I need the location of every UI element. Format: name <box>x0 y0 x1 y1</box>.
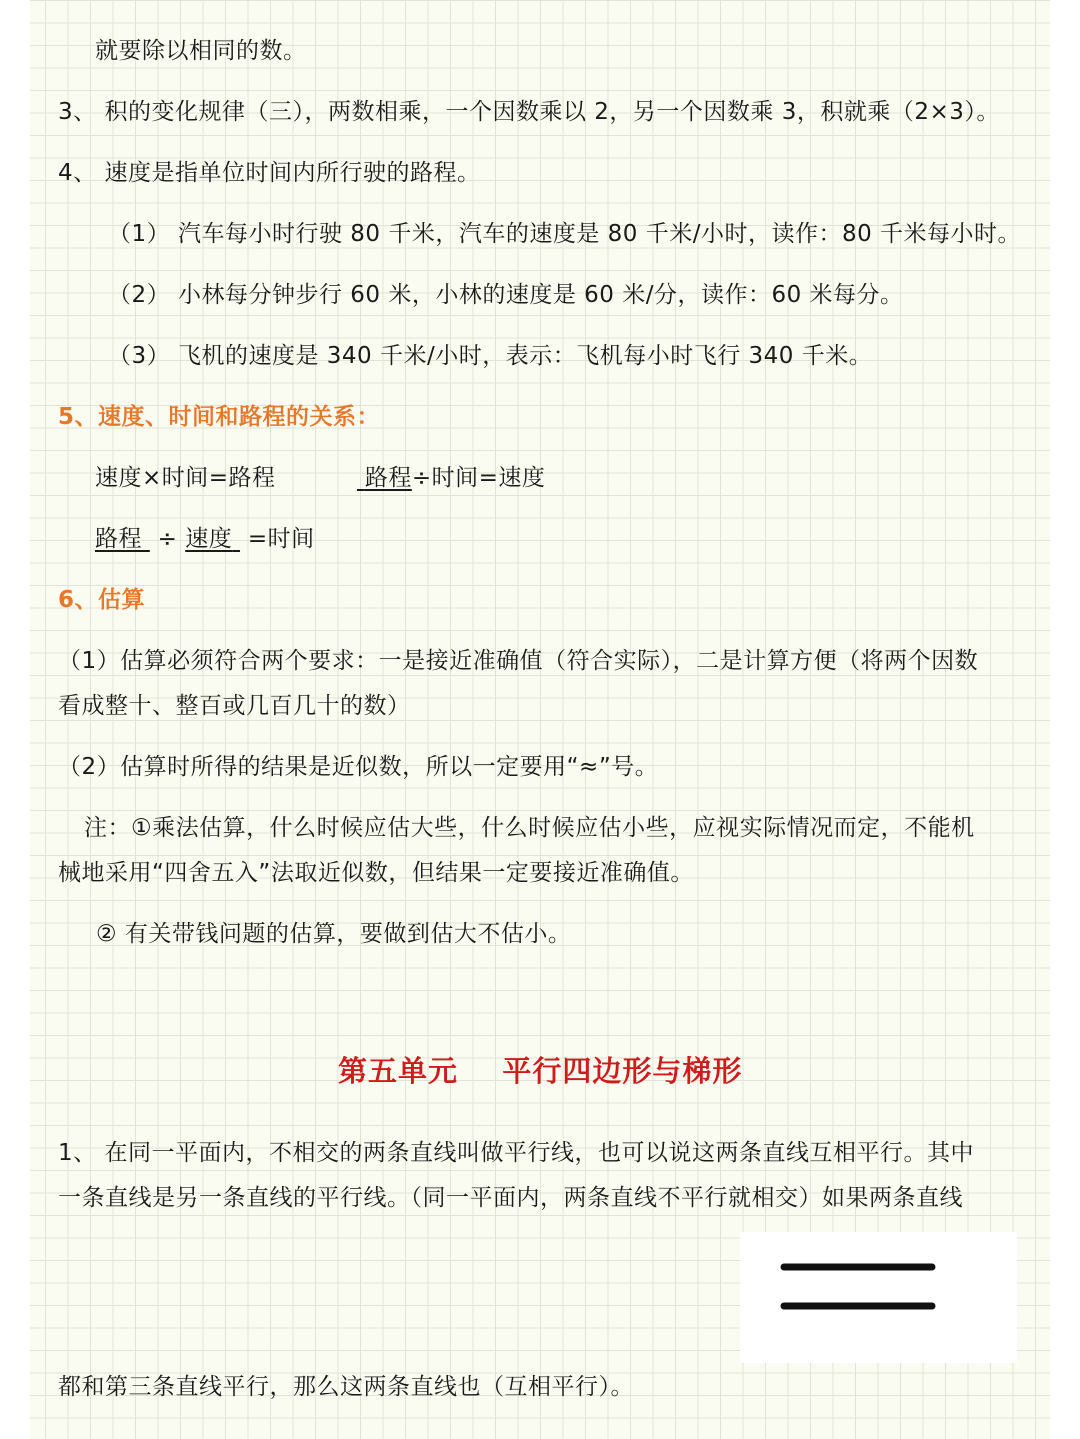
parallel-lines-drawing <box>740 1232 1017 1363</box>
speed-example-3: （3） 飞机的速度是 340 千米/小时，表示：飞机每小时飞行 340 千米。 <box>108 343 873 369</box>
estimate-note-1: 注：①乘法估算，什么时候应估大些，什么时候应估小些，应视实际情况而定，不能机 <box>84 815 975 841</box>
section-heading-5: 5、速度、时间和路程的关系： <box>58 404 381 430</box>
unit-title: 第五单元 平行四边形与梯形 <box>338 1054 743 1088</box>
parallel-lines-figure <box>740 1232 1017 1363</box>
speed-example-2: （2） 小林每分钟步行 60 米，小林的速度是 60 米/分，读作：60 米每分。 <box>108 282 904 308</box>
formula-operator: ÷ <box>149 526 186 552</box>
formula-time <box>95 524 315 554</box>
formula-term: 路程 <box>364 465 412 491</box>
speed-example-1: （1） 汽车每小时行驶 80 千米，汽车的速度是 80 千米/小时，读作：80 千米每小时。 <box>108 221 1022 247</box>
formula-speed <box>357 463 545 493</box>
formula-term: 速度 <box>185 526 233 552</box>
parallel-definition-end: 都和第三条直线平行，那么这两条直线也（互相平行）。 <box>58 1374 634 1400</box>
page-margin-right <box>1050 0 1080 1439</box>
page-margin-left <box>0 0 30 1439</box>
estimate-rule-1: （1）估算必须符合两个要求：一是接近准确值（符合实际），二是计算方便（将两个因数 <box>58 648 979 674</box>
estimate-rule-1-cont: 看成整十、整百或几百几十的数） <box>58 693 411 719</box>
formula-rest: =时间 <box>240 526 315 552</box>
estimate-note-1-cont: 械地采用“四舍五入”法取近似数，但结果一定要接近准确值。 <box>58 860 694 886</box>
text-line: 就要除以相同的数。 <box>95 38 307 64</box>
formula-rest: ÷时间=速度 <box>411 465 546 491</box>
formula-distance: 速度×时间=路程 <box>95 465 276 491</box>
parallel-definition: 1、 在同一平面内，不相交的两条直线叫做平行线，也可以说这两条直线互相平行。其中 <box>58 1140 974 1166</box>
section-heading-6: 6、估算 <box>58 587 146 613</box>
estimate-note-2: ② 有关带钱问题的估算，要做到估大不估小。 <box>96 921 572 947</box>
rule-3-product-change: 3、 积的变化规律（三），两数相乘，一个因数乘以 2，另一个因数乘 3，积就乘（2×3）。 <box>58 99 1000 125</box>
rule-4-speed-definition: 4、 速度是指单位时间内所行驶的路程。 <box>58 160 481 186</box>
parallel-definition-cont: 一条直线是另一条直线的平行线。（同一平面内，两条直线不平行就相交）如果两条直线 <box>58 1185 963 1211</box>
estimate-rule-2: （2）估算时所得的结果是近似数，所以一定要用“≈”号。 <box>58 754 659 780</box>
formula-term: 路程 <box>95 526 142 552</box>
